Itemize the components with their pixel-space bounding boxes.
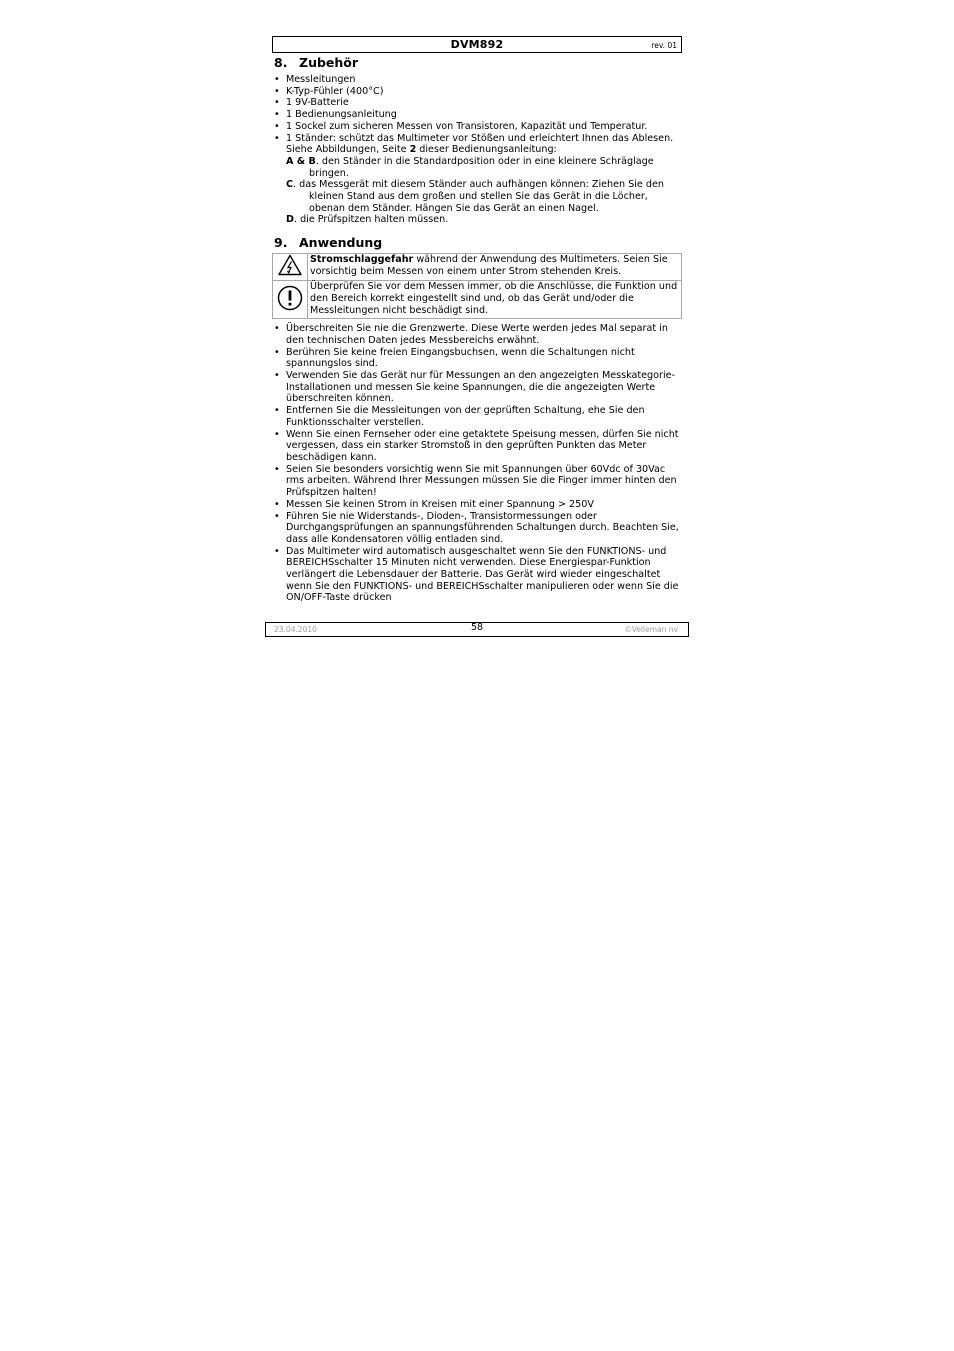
check-warning-text: Überprüfen Sie vor dem Messen immer, ob die Anschlüsse, die Funktion und den Bereich korrekt eingestellt sind und, ob das Gerät und/oder die Messleitungen nicht beschädigt sind. [308, 281, 682, 319]
list-item: • K-Typ-Fühler (400°C) [272, 86, 682, 98]
warning-icon-cell [273, 254, 308, 281]
electric-hazard-icon [278, 254, 302, 276]
list-item: • Berühren Sie keine freien Eingangsbuchsen, wenn die Schaltungen nicht spannungslos sind. [272, 347, 682, 370]
stand-option-d: D. die Prüfspitzen halten müssen. [286, 214, 449, 226]
footer-date: 23.04.2010 [274, 625, 317, 634]
caution-icon-cell [273, 281, 308, 319]
stand-option-ab: A & B. den Ständer in die Standardposition oder in eine kleinere Schräglage bringen. [286, 155, 654, 179]
section-9-heading: 9. Anwendung [274, 235, 383, 251]
accessories-list [272, 74, 682, 144]
see-figures-line: Siehe Abbildungen, Seite 2 dieser Bedienungsanleitung: [286, 144, 557, 156]
section-8-body [272, 74, 682, 226]
list-item: • Das Multimeter wird automatisch ausgeschaltet wenn Sie den FUNKTIONS- und BEREICHSschalter 15 Minuten nicht verwenden. Diese Energiespar-Funktion verlängert die Lebensdauer der Batterie. Das Gerät wird wieder eingeschaltet wenn Sie den FUNKTIONS- und BEREICHSschalter manipulieren oder wenn Sie die ON/OFF-Taste drücken [272, 546, 682, 605]
manual-page [272, 36, 682, 604]
list-item: • 1 Bedienungsanleitung [272, 109, 682, 121]
page-number: 58 [470, 622, 484, 633]
warning-table [272, 253, 682, 319]
revision-label: rev. 01 [651, 41, 677, 50]
stand-option-c: C. das Messgerät mit diesem Ständer auch aufhängen können: Ziehen Sie den kleinen Stand aus dem großen und stellen Sie das Gerät in die Löcher, obenan dem Ständer. Hängen Sie das Gerät an einen Nagel. [286, 179, 664, 214]
list-item: • Überschreiten Sie nie die Grenzwerte. Diese Werte werden jedes Mal separat in den technischen Daten jedes Messbereichs erwähnt. [272, 323, 682, 346]
page-header [272, 36, 682, 53]
list-item: • 1 Sockel zum sicheren Messen von Transistoren, Kapazität und Temperatur. [272, 121, 682, 133]
exclamation-icon [277, 285, 303, 311]
footer-copyright: ©Velleman nv [624, 625, 678, 634]
list-item: • Seien Sie besonders vorsichtig wenn Sie mit Spannungen über 60Vdc of 30Vac rms arbeiten. Während Ihrer Messungen müssen Sie die Finger immer hinten den Prüfspitzen halten! [272, 464, 682, 499]
list-item: • Verwenden Sie das Gerät nur für Messungen an den angezeigten Messkategorie-Installationen und messen Sie keine Spannungen, die die angezeigten Werte überschreiten können. [272, 370, 682, 405]
model-title: DVM892 [450, 38, 504, 51]
shock-warning-text: Stromschlaggefahr während der Anwendung des Multimeters. Seien Sie vorsichtig beim Messen von einem unter Strom stehenden Kreis. [308, 254, 682, 281]
usage-list [272, 323, 682, 604]
list-item: • Messen Sie keinen Strom in Kreisen mit einer Spannung > 250V [272, 499, 682, 511]
list-item: • Führen Sie nie Widerstands-, Dioden-, Transistormessungen oder Durchgangsprüfungen an spannungsführenden Schaltungen durch. Beachten Sie, dass alle Kondensatoren völlig entladen sind. [272, 511, 682, 546]
list-item: • 1 Ständer: schützt das Multimeter vor Stößen und erleichtert Ihnen das Ablesen. [272, 133, 682, 145]
stand-instructions [272, 144, 682, 226]
warning-row-shock [273, 254, 682, 281]
list-item: • Wenn Sie einen Fernseher oder eine getaktete Speisung messen, dürfen Sie nicht vergessen, dass ein starker Stromstoß in den geprüften Punkten das Meter beschädigen kann. [272, 429, 682, 464]
list-item: • Messleitungen [272, 74, 682, 86]
page-footer [265, 622, 689, 637]
list-item: • Entfernen Sie die Messleitungen von der geprüften Schaltung, ehe Sie den Funktionsschalter verstellen. [272, 405, 682, 428]
section-8-heading: 8. Zubehör [274, 55, 359, 70]
warning-row-check [273, 281, 682, 319]
list-item: • 1 9V-Batterie [272, 97, 682, 109]
